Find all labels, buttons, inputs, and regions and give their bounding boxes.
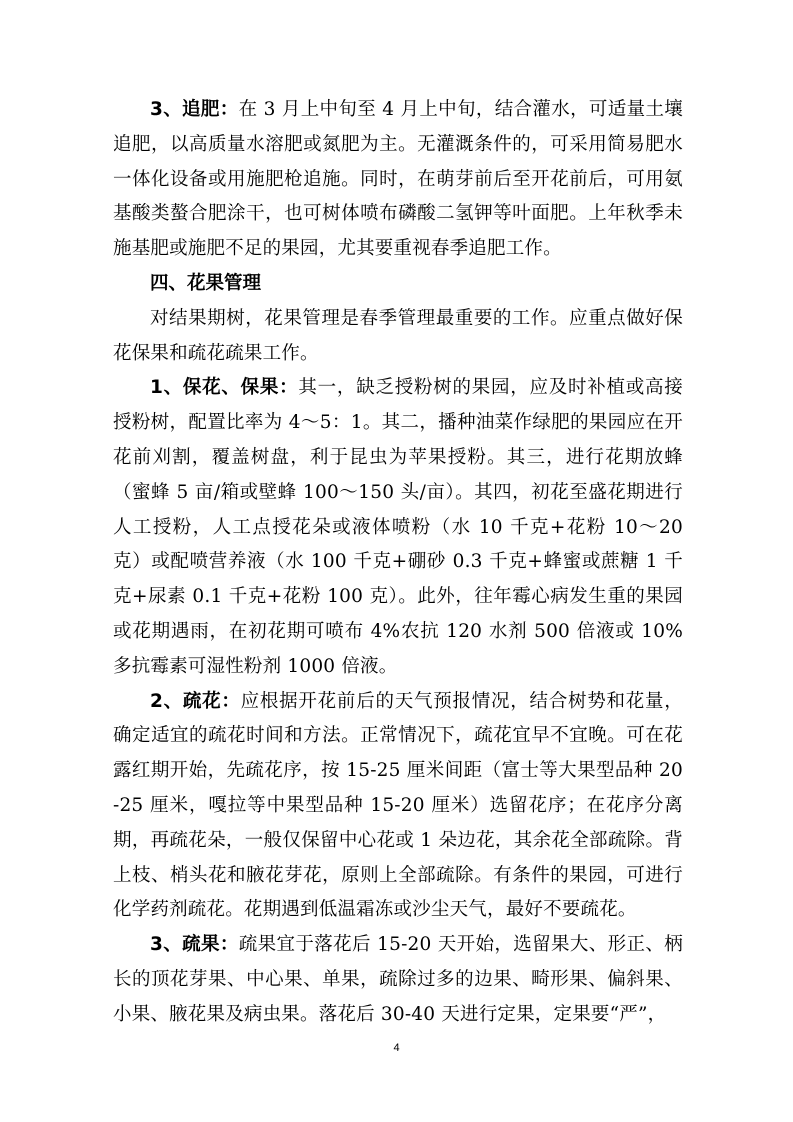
paragraph-text: 应根据开花前后的天气预报情况，结合树势和花量，确定适宜的疏花时间和方法。正常情况下，疏花宜早不宜晚。可在花露红期开始，先疏花序，按 15-25 厘米间距（富士等大果型品种 20-25 厘米，嘎拉等中果型品种 15-20 厘米）选留花序；在花序分离期，再疏花朵，一般仅保留中心花或 1 朵边花，其余花全部疏除。背上枝、梢头花和腋花芽花，原则上全部疏除。有条件的果园，可进行化学药剂疏花。花期遇到低温霜冻或沙尘天气，最好不要疏花。 [113, 690, 683, 921]
paragraph-lead: 2、疏花： [150, 690, 241, 712]
paragraph-lead: 1、保花、保果： [150, 377, 299, 399]
paragraph-text: 在 3 月上中旬至 4 月上中旬，结合灌水，可适量土壤追肥，以高质量水溶肥或氮肥为主。无灌溉条件的，可采用简易肥水一体化设备或用施肥枪追施。同时，在萌芽前后至开花前后，可用氨基酸类螯合肥涂干，也可树体喷布磷酸二氢钾等叶面肥。上年秋季未施基肥或施肥不足的果园，尤其要重视春季追肥工作。 [113, 99, 683, 260]
paragraph-text: 其一，缺乏授粉树的果园，应及时补植或高接授粉树，配置比率为 4～5：1。其二，播种油菜作绿肥的果园应在开花前刈割，覆盖树盘，利于昆虫为苹果授粉。其三，进行花期放蜂（蜜蜂 5 亩/箱或壁蜂 100～150 头/亩）。其四，初花至盛花期进行人工授粉，人工点授花朵或液体喷粉（水 10 千克+花粉 10～20 克）或配喷营养液（水 100 千克+硼砂 0.3 千克+蜂蜜或蔗糖 1 千克+尿素 0.1 千克+花粉 100 克）。此外，往年霉心病发生重的果园或花期遇雨，在初花期可喷布 4%农抗 120 水剂 500 倍液或 10%多抗霉素可湿性粉剂 1000 倍液。 [113, 377, 683, 677]
section-heading-flower-fruit: 四、花果管理 [150, 272, 262, 294]
paragraph-protect-flowers [113, 371, 683, 684]
paragraph-intro [113, 302, 683, 372]
paragraph-thin-flowers [113, 685, 683, 929]
page-number: 4 [393, 1042, 400, 1054]
document-body [113, 93, 683, 1033]
paragraph-thin-fruits [113, 928, 683, 1032]
paragraph-text: 对结果期树，花果管理是春季管理最重要的工作。应重点做好保花保果和疏花疏果工作。 [113, 307, 683, 364]
paragraph-lead: 3、追肥： [150, 99, 239, 120]
paragraph-text: 疏果宜于落花后 15-20 天开始，选留果大、形正、柄长的顶花芽果、中心果、单果，疏除过多的边果、畸形果、偏斜果、小果、腋花果及病虫果。落花后 30-40 天进行定果，定果要“严”， [113, 934, 683, 1025]
paragraph-lead: 3、疏果： [150, 934, 239, 956]
paragraph-topdressing [113, 93, 683, 267]
